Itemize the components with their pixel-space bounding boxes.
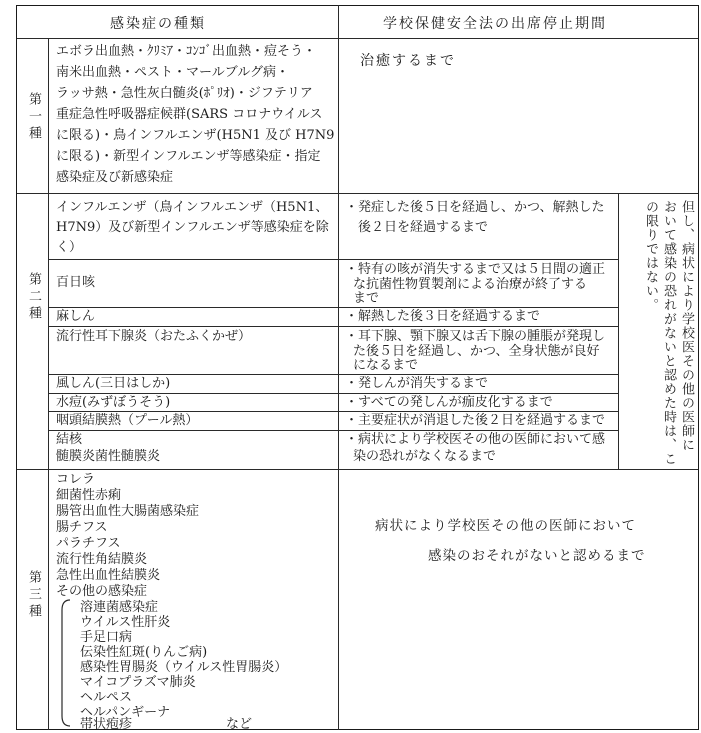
- second-disease-line: 髄膜炎菌性髄膜炎: [56, 449, 161, 464]
- row-divider: [48, 259, 618, 260]
- third-other-line: 溶連菌感染症: [80, 600, 159, 615]
- group-label-third: 第三種: [26, 570, 41, 621]
- row-divider: [48, 411, 618, 412]
- second-disease-line: 咽頭結膜熱（プール熱）: [56, 413, 199, 428]
- first-group-bottom-border: [16, 193, 699, 194]
- second-period-line: まで: [353, 291, 380, 306]
- first-disease-line: 感染症及び新感染症: [56, 170, 174, 185]
- group-label-first: 第一種: [26, 92, 41, 143]
- group-column-border: [48, 38, 49, 730]
- third-disease-line: 細菌性赤痢: [56, 488, 122, 503]
- third-other-line: ウイルス性肝炎: [80, 615, 171, 630]
- first-period: 治癒するまで: [360, 53, 456, 69]
- note-column-border: [618, 193, 619, 469]
- second-disease-line: 麻しん: [56, 309, 96, 324]
- third-other-line: 感染性胃腸炎（ウイルス性胃腸炎）: [80, 660, 288, 675]
- second-period-line: た後５日を経過し、かつ、全身状態が良好: [353, 344, 600, 359]
- second-period-line: ・耳下腺、顎下腺又は舌下腺の腫脹が発現し: [345, 329, 606, 344]
- note-line: 但し、病状により学校医その他の医師に: [679, 200, 694, 452]
- row-divider: [48, 430, 618, 431]
- note-line: おいて感染の恐れがないと認めた時は、こ: [661, 200, 676, 466]
- third-disease-line: その他の感染症: [56, 584, 148, 599]
- second-period-line: ・すべての発しんが痂皮化するまで: [345, 395, 553, 410]
- third-disease-line: コレラ: [56, 472, 96, 487]
- third-disease-line: 急性出血性結膜炎: [56, 568, 161, 583]
- third-other-line: ヘルパンギーナ: [80, 705, 171, 720]
- third-disease-line: 流行性角結膜炎: [56, 552, 148, 567]
- second-period-line: ・主要症状が消退した後２日を経過するまで: [345, 413, 606, 428]
- second-group-note: [625, 200, 695, 466]
- table-top-border: [16, 5, 699, 6]
- row-divider: [48, 307, 618, 308]
- second-period-line: 染の恐れがなくなるまで: [353, 449, 497, 464]
- header-bottom-border: [16, 38, 699, 39]
- note-line: の限りではない。: [643, 200, 658, 312]
- row-divider: [48, 393, 618, 394]
- first-disease-line: 重症急性呼吸器症候群(SARS コロナウイルス: [56, 107, 323, 122]
- third-disease-line: 腸チフス: [56, 520, 108, 535]
- third-other-line: 手足口病: [80, 630, 133, 645]
- first-disease-line: に限る)・鳥インフルエンザ(H5N1 及び H7N9: [56, 128, 335, 143]
- first-disease-line: エボラ出血熱・ｸﾘﾐｱ・ｺﾝｺﾞ出血熱・痘そう・: [56, 44, 317, 59]
- third-other-line: 帯状疱疹: [80, 717, 133, 732]
- second-period-line: ・特有の咳が消失するまで又は５日間の適正: [345, 262, 606, 277]
- table-left-border: [16, 5, 17, 730]
- third-period-line: 病状により学校医その他の医師において: [375, 518, 636, 534]
- row-divider: [48, 374, 618, 375]
- second-period-line: な抗菌性物質製剤による治療が終了する: [353, 277, 588, 292]
- third-disease-line: 腸管出血性大腸菌感染症: [56, 504, 200, 519]
- second-disease-line: 水痘(みずぼうそう): [56, 395, 171, 410]
- third-period-line: 感染のおそれがないと認めるまで: [428, 548, 646, 564]
- first-disease-line: ラッサ熱・急性灰白髄炎(ﾎﾟﾘｵ)・ジフテリア: [56, 86, 313, 101]
- middle-column-border: [338, 5, 339, 730]
- header-type: 感染症の種類: [110, 16, 206, 32]
- second-group-bottom-border: [16, 469, 699, 470]
- row-divider: [48, 326, 618, 327]
- second-disease-line: 百日咳: [56, 275, 96, 290]
- first-disease-line: 南米出血熱・ペスト・マールブルグ病・: [56, 65, 289, 80]
- second-period-line: になるまで: [353, 358, 419, 373]
- left-bracket-icon: [58, 598, 74, 728]
- second-period-line: ・発症した後５日を経過し、かつ、解熱した: [345, 200, 605, 215]
- second-disease-line: 風しん(三日はしか): [56, 376, 171, 391]
- second-disease-line: 流行性耳下腺炎（おたふくかぜ）: [56, 329, 252, 344]
- second-disease-line: インフルエンザ（鳥インフルエンザ（H5N1、: [56, 200, 329, 215]
- second-period-line: ・発しんが消失するまで: [345, 376, 489, 391]
- table-right-border: [698, 5, 699, 730]
- third-disease-line: パラチフス: [56, 536, 121, 551]
- third-other-line: ヘルペス: [80, 690, 133, 705]
- third-other-line: マイコプラズマ肺炎: [80, 675, 196, 690]
- second-disease-line: 結核: [56, 432, 83, 447]
- first-disease-line: に限る)・新型インフルエンザ等感染症・指定: [56, 149, 321, 164]
- second-period-line: ・解熱した後３日を経過するまで: [345, 309, 541, 324]
- header-period: 学校保健安全法の出席停止期間: [383, 16, 607, 32]
- third-other-line: 伝染性紅斑(りんご病): [80, 645, 208, 660]
- second-period-line: 後２日を経過するまで: [345, 220, 489, 235]
- second-disease-line: H7N9）及び新型インフルエンザ等感染症を除: [56, 220, 329, 235]
- second-disease-line: く）: [56, 240, 83, 255]
- third-etc: など: [226, 717, 253, 732]
- group-label-second: 第二種: [26, 272, 41, 323]
- second-period-line: ・病状により学校医その他の医師において感: [345, 432, 606, 447]
